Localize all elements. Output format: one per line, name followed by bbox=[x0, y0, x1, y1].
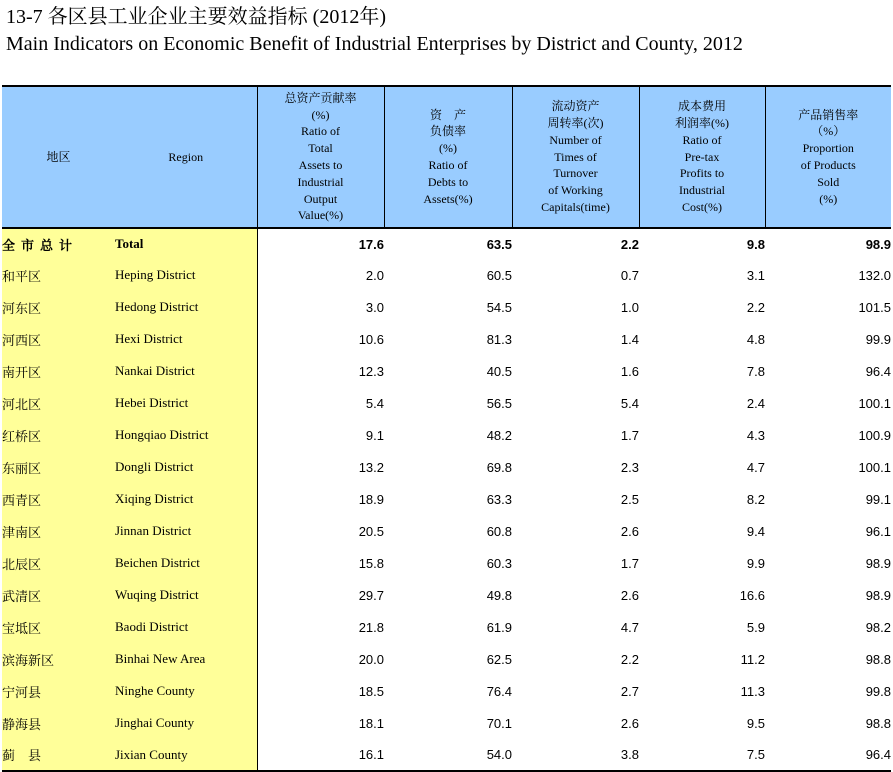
header-line: Turnover bbox=[553, 166, 598, 181]
profit-ratio-cell: 7.8 bbox=[746, 363, 765, 379]
sales-ratio-cell: 100.1 bbox=[858, 395, 891, 411]
region-name-en: Hedong District bbox=[115, 291, 257, 323]
profit-ratio-cell: 3.1 bbox=[746, 267, 765, 283]
total-assets-ratio-cell: 18.1 bbox=[358, 715, 384, 731]
table-row bbox=[2, 611, 891, 643]
turnover-cell: 2.2 bbox=[620, 236, 639, 252]
sales-ratio-cell: 100.1 bbox=[858, 459, 891, 475]
turnover-cell: 1.6 bbox=[620, 363, 639, 379]
table-row bbox=[2, 387, 891, 419]
total-assets-ratio-cell: 29.7 bbox=[358, 587, 384, 603]
header-line: 资 产 bbox=[429, 107, 466, 122]
total-assets-ratio-cell: 17.6 bbox=[358, 236, 384, 252]
profit-ratio-cell: 4.7 bbox=[746, 459, 765, 475]
indicators-table bbox=[2, 85, 891, 772]
region-name-zh: 全市总计 bbox=[2, 228, 115, 259]
table-body bbox=[2, 228, 891, 771]
region-name-zh: 静海县 bbox=[2, 707, 115, 739]
total-assets-ratio-cell: 15.8 bbox=[358, 555, 384, 571]
sales-ratio-cell: 96.1 bbox=[865, 523, 891, 539]
header-line: Assets(%) bbox=[423, 191, 473, 206]
region-name-zh: 宁河县 bbox=[2, 675, 115, 707]
sales-ratio-cell: 98.9 bbox=[865, 236, 891, 252]
region-name-zh: 西青区 bbox=[2, 483, 115, 515]
region-name-zh: 红桥区 bbox=[2, 419, 115, 451]
debt-ratio-cell: 54.5 bbox=[486, 299, 512, 315]
table-row bbox=[2, 355, 891, 387]
total-assets-ratio-cell: 20.5 bbox=[358, 523, 384, 539]
debt-ratio-cell: 40.5 bbox=[486, 363, 512, 379]
profit-ratio-cell: 9.5 bbox=[746, 715, 765, 731]
header-lines bbox=[766, 107, 892, 208]
region-name-en: Xiqing District bbox=[115, 483, 257, 515]
page-title-english: Main Indicators on Economic Benefit of Industrial Enterprises by District and County, 2012 bbox=[6, 33, 743, 55]
header-line: Value(%) bbox=[297, 208, 344, 223]
turnover-cell: 1.4 bbox=[620, 331, 639, 347]
region-name-en: Jixian County bbox=[115, 739, 257, 771]
header-profit-ratio bbox=[639, 86, 765, 228]
region-name-zh: 滨海新区 bbox=[2, 643, 115, 675]
region-name-en: Baodi District bbox=[115, 611, 257, 643]
turnover-cell: 1.7 bbox=[620, 427, 639, 443]
header-line: (%) bbox=[439, 141, 457, 156]
header-line: Output bbox=[303, 191, 338, 206]
sales-ratio-cell: 132.0 bbox=[858, 267, 891, 283]
turnover-cell: 2.6 bbox=[620, 715, 639, 731]
total-assets-ratio-cell: 16.1 bbox=[257, 739, 384, 771]
debt-ratio-cell: 60.3 bbox=[486, 555, 512, 571]
header-line: Debts to bbox=[427, 174, 469, 189]
header-sales-ratio bbox=[765, 86, 891, 228]
header-line: 成本费用 bbox=[677, 99, 726, 114]
region-name-en: Wuqing District bbox=[115, 579, 257, 611]
sales-ratio-cell: 99.1 bbox=[865, 491, 891, 507]
header-lines bbox=[513, 98, 639, 216]
region-name-en: Nankai District bbox=[115, 355, 257, 387]
header-line: Cost(%) bbox=[682, 199, 722, 214]
total-assets-ratio-cell: 18.9 bbox=[358, 491, 384, 507]
turnover-cell: 3.8 bbox=[512, 739, 639, 771]
header-line: Ratio of bbox=[428, 158, 468, 172]
region-name-zh: 河西区 bbox=[2, 323, 115, 355]
table-row bbox=[2, 547, 891, 579]
total-assets-ratio-cell: 18.5 bbox=[358, 683, 384, 699]
header-line: 总资产贡献率 bbox=[284, 90, 357, 105]
header-lines bbox=[385, 107, 512, 208]
debt-ratio-cell: 48.2 bbox=[486, 427, 512, 443]
sales-ratio-cell: 99.9 bbox=[865, 331, 891, 347]
header-region-zh: 地区 bbox=[2, 86, 115, 228]
profit-ratio-cell: 9.8 bbox=[746, 236, 765, 252]
header-row bbox=[2, 86, 891, 228]
debt-ratio-cell: 60.8 bbox=[486, 523, 512, 539]
header-debt-ratio bbox=[384, 86, 512, 228]
debt-ratio-cell: 54.0 bbox=[384, 739, 512, 771]
table-row bbox=[2, 259, 891, 291]
debt-ratio-cell: 81.3 bbox=[486, 331, 512, 347]
region-name-en: Heping District bbox=[115, 259, 257, 291]
profit-ratio-cell: 5.9 bbox=[746, 619, 765, 635]
header-line: 流动资产 bbox=[551, 99, 600, 114]
region-name-zh: 河北区 bbox=[2, 387, 115, 419]
debt-ratio-cell: 63.3 bbox=[486, 491, 512, 507]
region-name-en: Binhai New Area bbox=[115, 643, 257, 675]
header-line: Industrial bbox=[297, 174, 344, 189]
sales-ratio-cell: 98.2 bbox=[865, 619, 891, 635]
header-line: 产品销售率 bbox=[798, 107, 859, 122]
region-name-zh: 东丽区 bbox=[2, 451, 115, 483]
profit-ratio-cell: 9.9 bbox=[746, 555, 765, 571]
turnover-cell: 2.2 bbox=[620, 651, 639, 667]
debt-ratio-cell: 63.5 bbox=[486, 236, 512, 252]
sales-ratio-cell: 98.9 bbox=[865, 587, 891, 603]
header-line: (%) bbox=[819, 191, 838, 206]
table-row bbox=[2, 579, 891, 611]
header-line: of Working bbox=[548, 183, 603, 198]
sales-ratio-cell: 98.8 bbox=[865, 651, 891, 667]
debt-ratio-cell: 49.8 bbox=[486, 587, 512, 603]
region-name-zh: 和平区 bbox=[2, 259, 115, 291]
total-assets-ratio-cell: 3.0 bbox=[365, 299, 384, 315]
region-name-en: Dongli District bbox=[115, 451, 257, 483]
table-row bbox=[2, 291, 891, 323]
region-name-en: Ninghe County bbox=[115, 675, 257, 707]
header-line: Profits to bbox=[679, 166, 725, 181]
header-line: Times of bbox=[554, 149, 597, 164]
region-name-zh: 宝坻区 bbox=[2, 611, 115, 643]
total-assets-ratio-cell: 13.2 bbox=[358, 459, 384, 475]
region-name-zh: 河东区 bbox=[2, 291, 115, 323]
region-name-zh: 蓟 县 bbox=[2, 739, 115, 771]
table-row bbox=[2, 323, 891, 355]
header-line: Total bbox=[308, 141, 333, 156]
table-row bbox=[2, 419, 891, 451]
region-name-en: Jinghai County bbox=[115, 707, 257, 739]
table-row bbox=[2, 515, 891, 547]
debt-ratio-cell: 76.4 bbox=[486, 683, 512, 699]
turnover-cell: 0.7 bbox=[620, 267, 639, 283]
debt-ratio-cell: 69.8 bbox=[486, 459, 512, 475]
header-line: Pre-tax bbox=[684, 149, 720, 164]
turnover-cell: 5.4 bbox=[620, 395, 639, 411]
table-row bbox=[2, 739, 891, 771]
header-line: Ratio of bbox=[301, 124, 340, 139]
total-assets-ratio-cell: 5.4 bbox=[365, 395, 384, 411]
total-assets-ratio-cell: 12.3 bbox=[358, 363, 384, 379]
profit-ratio-cell: 16.6 bbox=[739, 587, 765, 603]
region-name-en: Total bbox=[115, 228, 257, 259]
profit-ratio-cell: 7.5 bbox=[639, 739, 765, 771]
table-row bbox=[2, 707, 891, 739]
header-line: Capitals(time) bbox=[541, 199, 610, 214]
header-lines bbox=[640, 98, 765, 216]
profit-ratio-cell: 4.8 bbox=[746, 331, 765, 347]
table-row-total bbox=[2, 228, 891, 259]
total-assets-ratio-cell: 10.6 bbox=[358, 331, 384, 347]
profit-ratio-cell: 2.2 bbox=[746, 299, 765, 315]
sales-ratio-cell: 98.8 bbox=[865, 715, 891, 731]
profit-ratio-cell: 2.4 bbox=[746, 395, 765, 411]
total-assets-ratio-cell: 9.1 bbox=[365, 427, 384, 443]
header-line: Assets to bbox=[298, 158, 343, 172]
debt-ratio-cell: 56.5 bbox=[486, 395, 512, 411]
sales-ratio-cell: 100.9 bbox=[858, 427, 891, 443]
header-line: （%） bbox=[811, 124, 846, 139]
header-line: Proportion bbox=[802, 141, 854, 156]
table-row bbox=[2, 451, 891, 483]
header-region-en: Region bbox=[115, 86, 257, 228]
profit-ratio-cell: 9.4 bbox=[746, 523, 765, 539]
turnover-cell: 2.3 bbox=[620, 459, 639, 475]
total-assets-ratio-cell: 2.0 bbox=[365, 267, 384, 283]
header-line: 利润率(%) bbox=[675, 116, 729, 130]
header-line: Sold bbox=[817, 174, 840, 189]
region-name-en: Hebei District bbox=[115, 387, 257, 419]
header-line: Industrial bbox=[679, 183, 725, 198]
turnover-cell: 1.0 bbox=[620, 299, 639, 315]
turnover-cell: 2.6 bbox=[620, 587, 639, 603]
region-name-en: Jinnan District bbox=[115, 515, 257, 547]
sales-ratio-cell: 99.8 bbox=[865, 683, 891, 699]
header-line: 周转率(次) bbox=[547, 116, 604, 130]
header-turnover bbox=[512, 86, 639, 228]
sales-ratio-cell: 96.4 bbox=[765, 739, 891, 771]
turnover-cell: 4.7 bbox=[620, 619, 639, 635]
header-line: 负债率 bbox=[429, 124, 466, 139]
region-name-zh: 津南区 bbox=[2, 515, 115, 547]
header-line: (%) bbox=[311, 107, 330, 122]
sales-ratio-cell: 96.4 bbox=[865, 363, 891, 379]
turnover-cell: 2.7 bbox=[620, 683, 639, 699]
total-assets-ratio-cell: 20.0 bbox=[358, 651, 384, 667]
debt-ratio-cell: 62.5 bbox=[486, 651, 512, 667]
header-line: of Products bbox=[800, 158, 856, 172]
region-name-en: Beichen District bbox=[115, 547, 257, 579]
header-line: Number of bbox=[549, 132, 602, 147]
total-assets-ratio-cell: 21.8 bbox=[358, 619, 384, 635]
region-name-zh: 北辰区 bbox=[2, 547, 115, 579]
sales-ratio-cell: 98.9 bbox=[865, 555, 891, 571]
header-lines bbox=[258, 90, 384, 224]
table-row bbox=[2, 675, 891, 707]
debt-ratio-cell: 60.5 bbox=[486, 267, 512, 283]
header-line: Ratio of bbox=[682, 132, 722, 147]
region-name-zh: 武清区 bbox=[2, 579, 115, 611]
profit-ratio-cell: 11.3 bbox=[740, 683, 765, 699]
profit-ratio-cell: 4.3 bbox=[746, 427, 765, 443]
table-row bbox=[2, 483, 891, 515]
sales-ratio-cell: 101.5 bbox=[858, 299, 891, 315]
region-name-zh: 南开区 bbox=[2, 355, 115, 387]
turnover-cell: 2.6 bbox=[620, 523, 639, 539]
debt-ratio-cell: 70.1 bbox=[486, 715, 512, 731]
page-title-chinese: 13-7 各区县工业企业主要效益指标 (2012年) bbox=[6, 6, 386, 28]
region-name-en: Hongqiao District bbox=[115, 419, 257, 451]
profit-ratio-cell: 11.2 bbox=[740, 651, 765, 667]
region-name-en: Hexi District bbox=[115, 323, 257, 355]
profit-ratio-cell: 8.2 bbox=[746, 491, 765, 507]
header-total-assets-ratio bbox=[257, 86, 384, 228]
turnover-cell: 1.7 bbox=[620, 555, 639, 571]
table-row bbox=[2, 643, 891, 675]
turnover-cell: 2.5 bbox=[620, 491, 639, 507]
debt-ratio-cell: 61.9 bbox=[486, 619, 512, 635]
